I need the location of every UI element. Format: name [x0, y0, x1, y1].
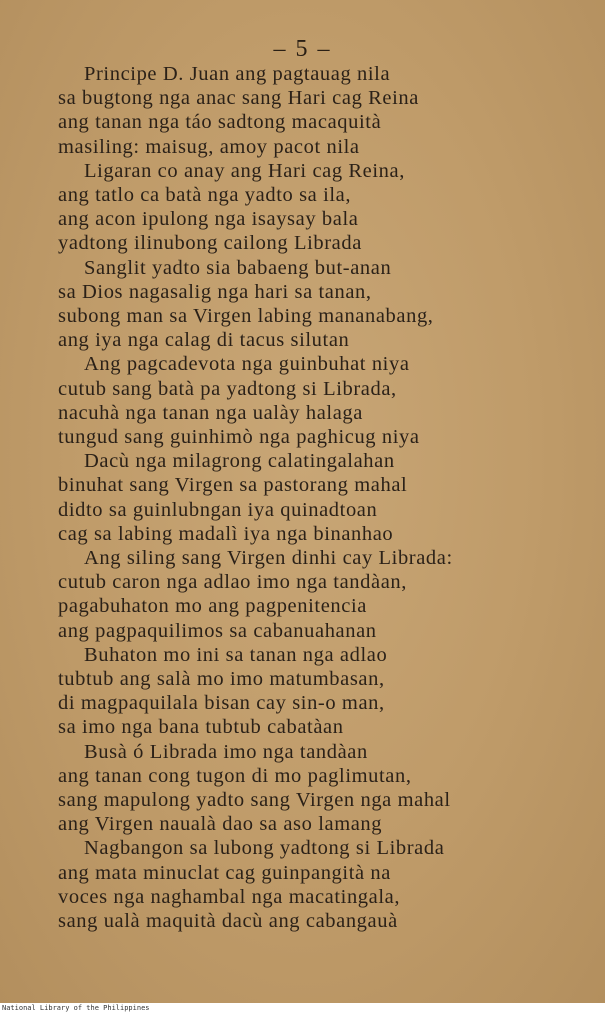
verse-line: Ligaran co anay ang Hari cag Reina,	[84, 159, 405, 182]
verse-line: cutub sang batà pa yadtong si Librada,	[58, 377, 397, 400]
verse-line: subong man sa Virgen labing mananabang,	[58, 305, 434, 327]
verse-line: sa bugtong nga anac sang Hari cag Reina	[58, 87, 419, 110]
verse-line: Principe D. Juan ang pagtauag nila	[84, 63, 391, 85]
verse-line: ang iya nga calag di tacus silutan	[58, 329, 350, 352]
verse-line: pagabuhaton mo ang pagpenitencia	[58, 595, 367, 618]
verse-line: sa imo nga bana tubtub cabatàan	[58, 716, 344, 739]
library-credit: National Library of the Philippines	[2, 1004, 150, 1012]
verse-line: sang mapulong yadto sang Virgen nga mahal	[58, 789, 451, 811]
verse-line: didto sa guinlubngan iya quinadtoan	[58, 498, 378, 521]
verse-line: tubtub ang salà mo imo matumbasan,	[58, 668, 385, 690]
verse-line: sa Dios nagasalig nga hari sa tanan,	[58, 280, 372, 303]
verse-line: Buhaton mo ini sa tanan nga adlao	[84, 643, 388, 666]
verse-line: Sanglit yadto sia babaeng but-anan	[84, 256, 392, 279]
verse-line: Busà ó Librada imo nga tandàan	[84, 740, 368, 763]
verse-line: binuhat sang Virgen sa pastorang mahal	[58, 474, 408, 497]
verse-line: Ang siling sang Virgen dinhi cay Librada:	[84, 547, 453, 569]
verse-line: di magpaquilala bisan cay sin-o man,	[58, 692, 385, 715]
verse-line: tungud sang guinhimò nga paghicug niya	[58, 426, 420, 448]
verse-line: Nagbangon sa lubong yadtong si Librada	[84, 837, 445, 860]
verse-line: cutub caron nga adlao imo nga tandàan,	[58, 571, 407, 594]
verse-line: masiling: maisug, amoy pacot nila	[58, 135, 360, 158]
verse-line: nacuhà nga tanan nga ualày halaga	[58, 401, 363, 424]
verse-line: ang acon ipulong nga isaysay bala	[58, 208, 359, 231]
verse-line: ang pagpaquilimos sa cabanuahanan	[58, 619, 377, 642]
verse-line: Ang pagcadevota nga guinbuhat niya	[84, 353, 410, 376]
verse-line: Dacù nga milagrong calatingalahan	[84, 450, 395, 473]
verse-line: voces nga naghambal nga macatingala,	[58, 885, 401, 908]
verse-line: yadtong ilinubong cailong Librada	[58, 232, 362, 255]
verse-line: ang tanan cong tugon di mo paglimutan,	[58, 764, 412, 787]
verse-line: cag sa labing madalì iya nga binanhao	[58, 522, 394, 545]
verse-line: ang Virgen naualà dao sa aso lamang	[58, 813, 383, 836]
verse-line: ang tatlo ca batà nga yadto sa ila,	[58, 184, 352, 206]
page-number: – 5 –	[273, 36, 332, 62]
verse-line: sang ualà maquità dacù ang cabangauà	[58, 910, 398, 932]
verse-line: ang tanan nga táo sadtong macaquità	[58, 111, 382, 134]
verse-line: ang mata minuclat cag guinpangità na	[58, 861, 391, 884]
